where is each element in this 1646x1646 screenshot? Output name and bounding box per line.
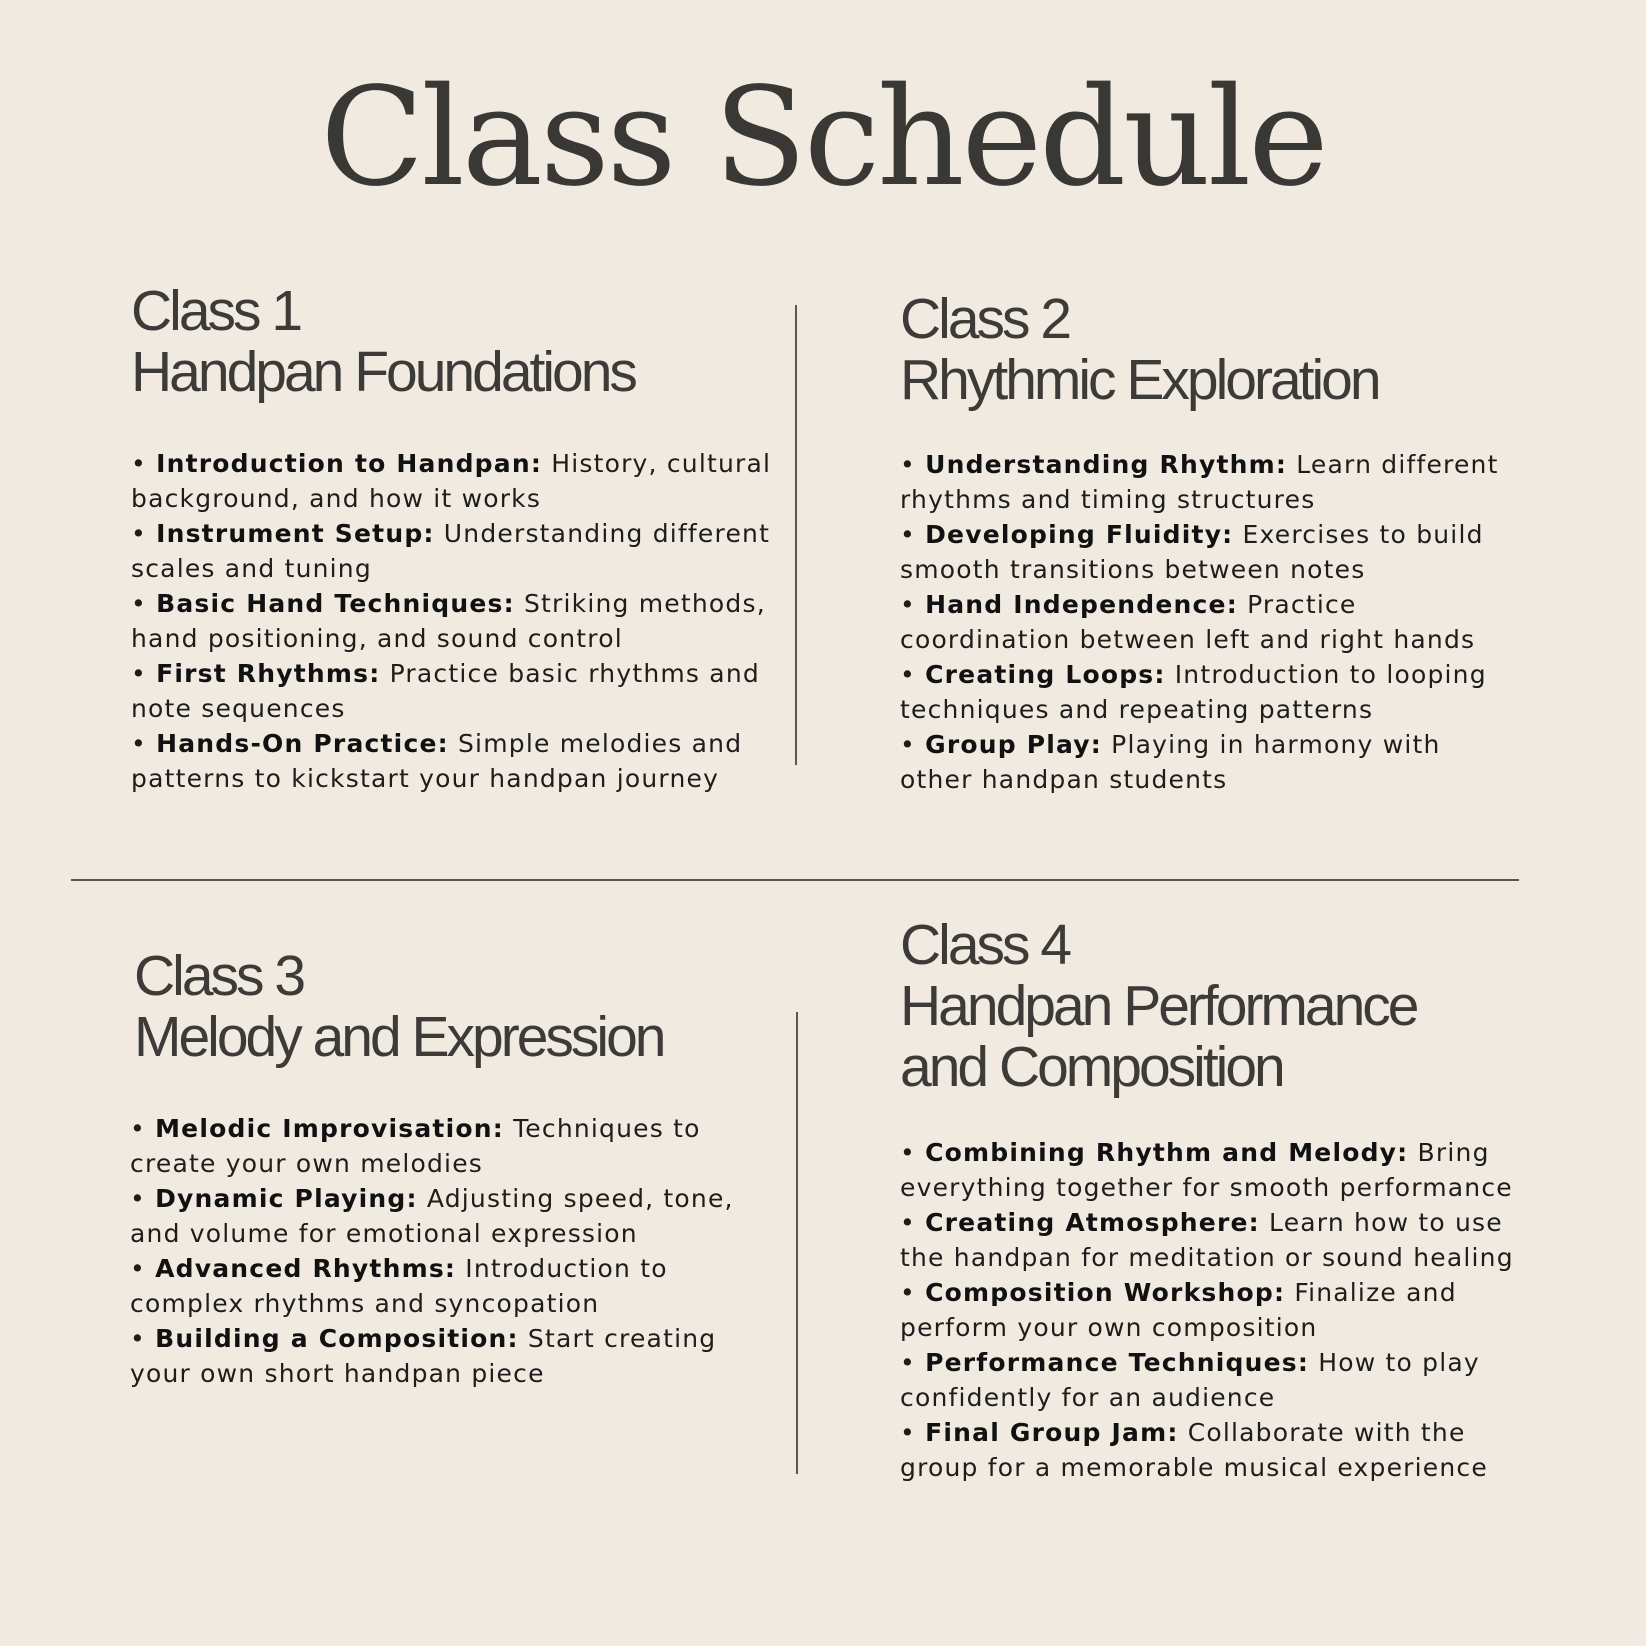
topic-term: Hand Independence: [925,590,1238,619]
class-1-topics [131,446,781,796]
topic-item: • Building a Composition: Start creating your own short handpan piece [130,1324,717,1388]
topic-item: • Basic Hand Techniques: Striking methods, hand positioning, and sound control [131,589,766,653]
topic-desc: Adjusting speed, tone, and volume for emotional expression [130,1184,734,1248]
class-4-topics [900,1135,1515,1485]
topic-item: • Hand Independence: Practice coordination between left and right hands [900,590,1476,654]
topic-desc: Introduction to complex rhythms and syncopation [130,1254,668,1318]
vertical-divider-top [795,305,797,765]
topic-item: • Creating Atmosphere: Learn how to use the handpan for meditation or sound healing [900,1208,1514,1272]
topic-item: • Final Group Jam: Collaborate with the group for a memorable musical experience [900,1418,1488,1482]
topic-term: Understanding Rhythm: [925,450,1288,479]
class-2-number: Class 2 [900,287,1070,351]
vertical-divider-bottom [796,1012,798,1474]
topic-desc: Practice coordination between left and right hands [900,590,1476,654]
topic-item: • Advanced Rhythms: Introduction to complex rhythms and syncopation [130,1254,668,1318]
topic-item: • Melodic Improvisation: Techniques to create your own melodies [130,1114,701,1178]
topic-item: • Understanding Rhythm: Learn different rhythms and timing structures [900,450,1499,514]
topic-term: Creating Loops: [925,660,1166,689]
class-3-name: Melody and Expression [134,1005,664,1069]
horizontal-divider [71,879,1519,881]
topic-term: Introduction to Handpan: [156,449,543,478]
class-3-topics [130,1111,755,1391]
topic-term: Melodic Improvisation: [155,1114,504,1143]
class-3-number: Class 3 [134,944,304,1008]
class-4-section [900,915,1540,1485]
topic-term: Creating Atmosphere: [925,1208,1260,1237]
topic-desc: Learn different rhythms and timing structures [900,450,1499,514]
class-4-heading [900,915,1480,1098]
class-3-heading [134,946,794,1068]
topic-desc: Techniques to create your own melodies [130,1114,701,1178]
topic-term: First Rhythms: [156,659,381,688]
topic-desc: Introduction to looping techniques and repeating patterns [900,660,1487,724]
topic-term: Dynamic Playing: [155,1184,418,1213]
topic-desc: Understanding different scales and tuning [131,519,771,583]
topic-term: Combining Rhythm and Melody: [925,1138,1409,1167]
topic-desc: Finalize and perform your own composition [900,1278,1457,1342]
topic-desc: Simple melodies and patterns to kickstart your handpan journey [131,729,743,793]
topic-term: Hands-On Practice: [156,729,449,758]
class-4-number: Class 4 [900,913,1070,977]
topic-term: Building a Composition: [155,1324,519,1353]
topic-item: • Hands-On Practice: Simple melodies and patterns to kickstart your handpan journey [131,729,743,793]
class-4-name: Handpan Performance and Composition [900,974,1417,1099]
topic-desc: Bring everything together for smooth performance [900,1138,1513,1202]
topic-item: • Instrument Setup: Understanding different scales and tuning [131,519,771,583]
topic-desc: Learn how to use the handpan for meditation or sound healing [900,1208,1514,1272]
topic-desc: Start creating your own short handpan piece [130,1324,717,1388]
topic-term: Instrument Setup: [156,519,435,548]
class-1-section [131,281,791,796]
topic-term: Basic Hand Techniques: [156,589,515,618]
topic-term: Performance Techniques: [925,1348,1310,1377]
topic-desc: Practice basic rhythms and note sequences [131,659,760,723]
class-2-heading [900,289,1530,411]
topic-term: Final Group Jam: [925,1418,1179,1447]
page-title: Class Schedule [320,59,1326,217]
topic-item: • Combining Rhythm and Melody: Bring everything together for smooth performance [900,1138,1513,1202]
topic-desc: Collaborate with the group for a memorable musical experience [900,1418,1488,1482]
topic-item: • Introduction to Handpan: History, cultural background, and how it works [131,449,772,513]
topic-desc: Exercises to build smooth transitions between notes [900,520,1484,584]
class-1-name: Handpan Foundations [131,340,635,404]
class-2-topics [900,447,1515,797]
topic-desc: History, cultural background, and how it works [131,449,772,513]
topic-term: Group Play: [925,730,1103,759]
class-1-heading [131,281,791,403]
topic-item: • First Rhythms: Practice basic rhythms and note sequences [131,659,760,723]
topic-desc: Playing in harmony with other handpan students [900,730,1441,794]
topic-desc: How to play confidently for an audience [900,1348,1480,1412]
topic-desc: Striking methods, hand positioning, and sound control [131,589,766,653]
topic-item: • Creating Loops: Introduction to looping techniques and repeating patterns [900,660,1487,724]
topic-item: • Developing Fluidity: Exercises to build smooth transitions between notes [900,520,1484,584]
class-1-number: Class 1 [131,279,301,343]
topic-item: • Performance Techniques: How to play confidently for an audience [900,1348,1480,1412]
topic-term: Advanced Rhythms: [155,1254,457,1283]
class-2-section [900,289,1530,797]
class-2-name: Rhythmic Exploration [900,348,1379,412]
topic-item: • Composition Workshop: Finalize and perform your own composition [900,1278,1457,1342]
topic-item: • Group Play: Playing in harmony with other handpan students [900,730,1441,794]
topic-item: • Dynamic Playing: Adjusting speed, tone, and volume for emotional expression [130,1184,734,1248]
class-3-section [130,944,794,1391]
topic-term: Developing Fluidity: [925,520,1234,549]
topic-term: Composition Workshop: [925,1278,1286,1307]
